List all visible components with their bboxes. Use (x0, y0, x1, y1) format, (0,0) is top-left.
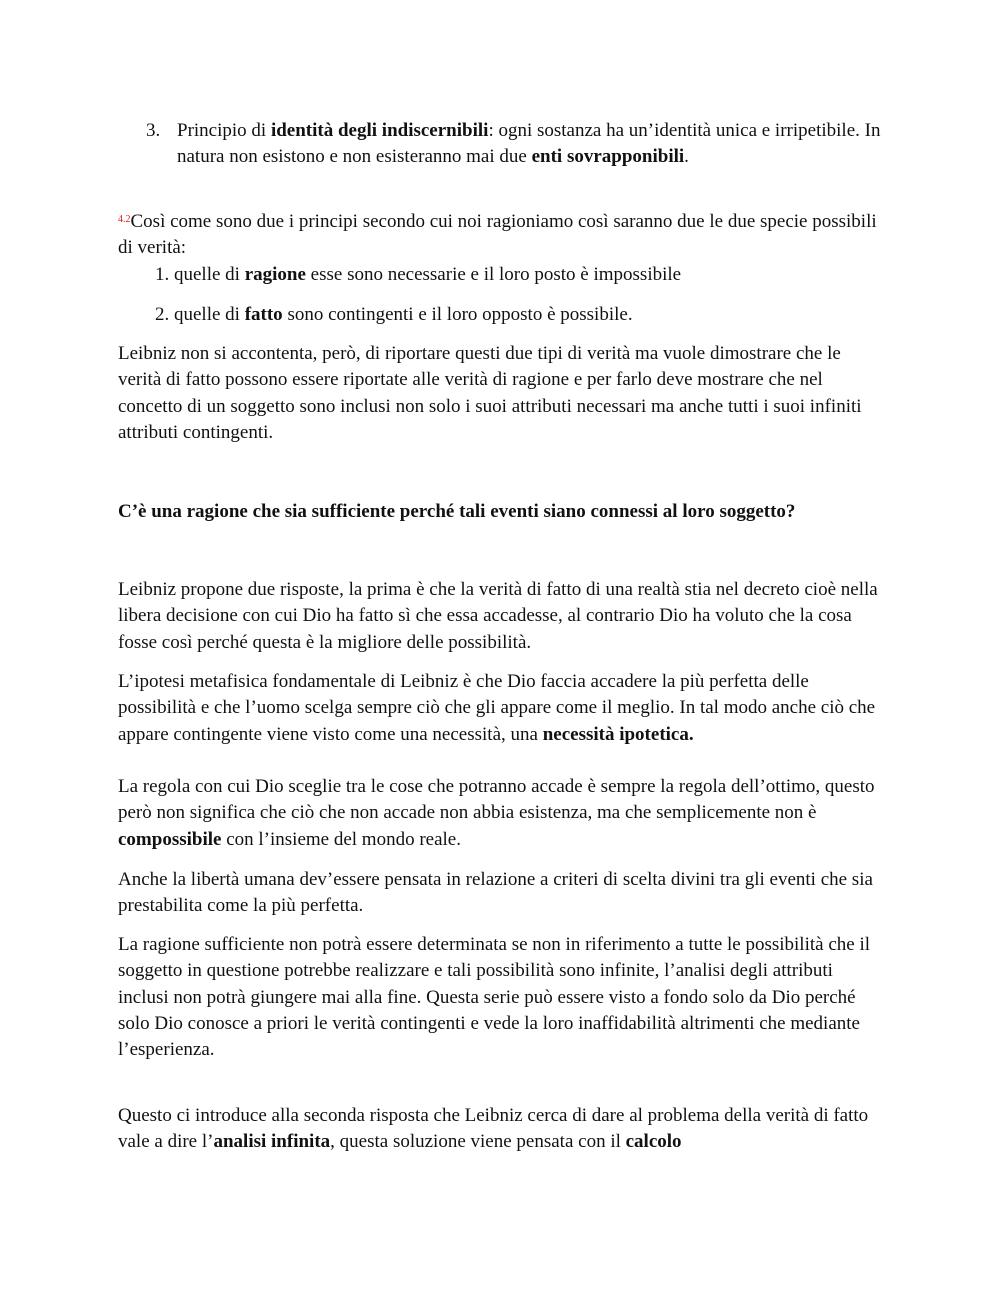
list-item-ragione: 1. quelle di ragione esse sono necessarie e il loro posto è impossibile (155, 264, 682, 285)
paragraph-analisi-infinita: Questo ci introduce alla seconda risposta che Leibniz cerca di dare al problema della verità di fatto vale a dire l’analisi infinita, questa soluzione viene pensata con il calcolo (118, 1105, 869, 1153)
intro-paragraph: $^{4.2}$Così come sono due i principi secondo cui noi ragioniamo così saranno due le due specie possibili di verità: (118, 211, 877, 259)
list-item-fatto: 2. quelle di fatto sono contingenti e il loro opposto è possibile. (155, 304, 633, 325)
paragraph-ragione-sufficiente: La ragione sufficiente non potrà essere determinata se non in riferimento a tutte le possibilità che il soggetto in questione potrebbe realizzare e tali possibilità sono infinite, l’analisi degli attributi inclusi non potrà giungere mai alla fine. Questa serie può essere visto a fondo solo da Dio perché solo Dio conosce a priori le verità contingenti e vede la loro inaffidabilità altrimenti che mediante l’esperienza. (118, 934, 871, 1061)
list-number: 3. (146, 120, 161, 141)
list-item-text: Principio di identità degli indiscernibili: ogni sostanza ha un’identità unica e irripetibile. In natura non esistono e non esisteranno mai due enti sovrapponibili. (177, 120, 881, 168)
paragraph-verita: Leibniz non si accontenta, però, di riportare questi due tipi di verità ma vuole dimostrare che le verità di fatto possono essere riportate alle verità di ragione e per farlo deve mostrare che nel concetto di un soggetto sono inclusi non solo i suoi attributi necessari ma anche tutti i suoi infiniti attributi contingenti. (118, 343, 862, 443)
paragraph-liberta: Anche la libertà umana dev’essere pensata in relazione a criteri di scelta divini tra gli eventi che sia prestabilita come la più perfetta. (118, 869, 873, 917)
paragraph-regola: La regola con cui Dio sceglie tra le cose che potranno accade è sempre la regola dell’ottimo, questo però non significa che ciò che non accade non abbia esistenza, ma che semplicemente non è compossibile con l’insieme del mondo reale. (118, 776, 875, 850)
section-superscript: 4.2 (118, 214, 131, 225)
paragraph-risposte: Leibniz propone due risposte, la prima è che la verità di fatto di una realtà stia nel decreto cioè nella libera decisione con cui Dio ha fatto sì che essa accadesse, al contrario Dio ha voluto che la cosa fosse così perché questa è la migliore delle possibilità. (118, 579, 878, 653)
section-heading: C’è una ragione che sia sufficiente perché tali eventi siano connessi al loro soggetto? (118, 501, 796, 522)
paragraph-ipotesi: L’ipotesi metafisica fondamentale di Leibniz è che Dio faccia accadere la più perfetta delle possibilità e che l’uomo scelga sempre ciò che gli appare come il meglio. In tal modo anche ciò che appare contingente viene visto come una necessità, una necessità ipotetica. (118, 671, 876, 745)
